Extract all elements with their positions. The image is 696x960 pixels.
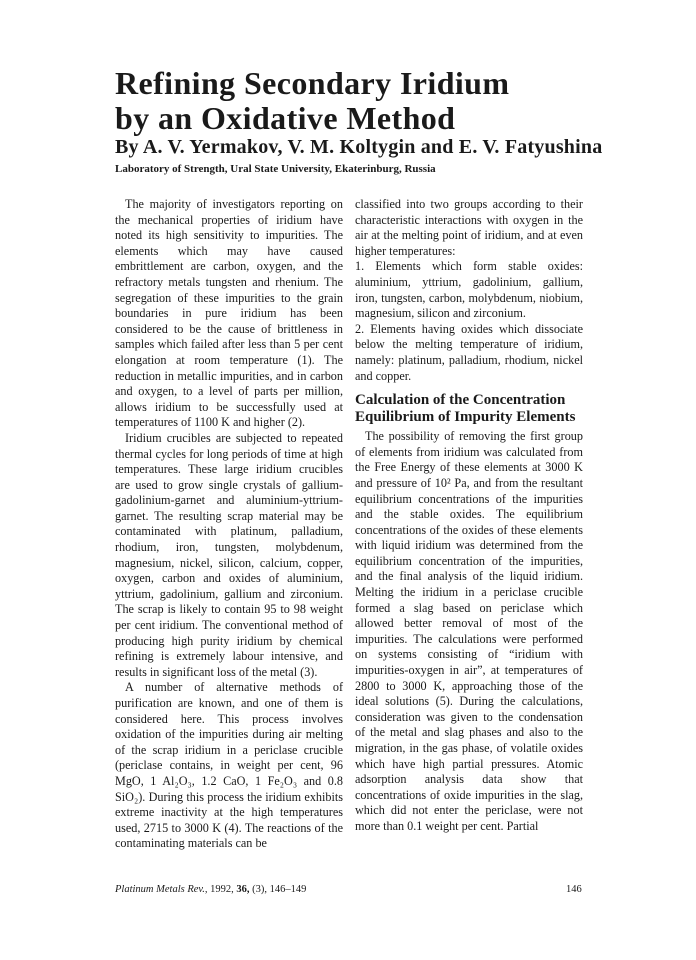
affiliation: Laboratory of Strength, Ural State University, Ekaterinburg, Russia xyxy=(115,163,436,175)
journal-issue-pages: (3), 146–149 xyxy=(249,884,307,895)
paragraph-purification: A number of alternative methods of purification are known, and one of them is considered here. This process involves oxidation of the impurities during air melting of the scrap iridium in a periclase crucible (periclase contains, in weight per cent, 96 MgO, 1 Al₂O₃, 1.2 CaO, 1 Fe₂O₃ and 0.8 SiO₂). During this process the iridium exhibits extreme inactivity at the high temperatures used, 2715 to 3000 K (4). The reactions of the contaminating materials can be xyxy=(115,680,343,851)
authors: By A. V. Yermakov, V. M. Koltygin and E. V. Fatyushina xyxy=(115,136,603,158)
list-item-group-2: 2. Elements having oxides which dissociate below the melting temperature of iridium, namely: platinum, palladium, rhodium, nickel and copper. xyxy=(355,321,583,383)
list-item-group-1: 1. Elements which form stable oxides: aluminium, yttrium, gadolinium, gallium, iron, tungsten, carbon, molybdenum, niobium, magnesium, silicon and zirconium. xyxy=(355,259,583,321)
footer-citation xyxy=(115,884,306,895)
paragraph-classification: classified into two groups according to their characteristic interactions with oxygen in the air at the melting point of iridium, and at even higher temperatures: xyxy=(355,197,583,258)
title-line-2: by an Oxidative Method xyxy=(115,100,456,136)
right-column xyxy=(355,197,583,835)
paragraph-calculation: The possibility of removing the first group of elements from iridium was calculated from the Free Energy of these elements at 3000 K and pressure of 10² Pa, and from the resultant equilibrium concentrations of the impurities and the stable oxides. The equilibrium concentrations of the oxides of these elements with liquid iridium was determined from the equilibrium concentration of the impurities, and the final analysis of the liquid iridium. Melting the iridium in a periclase crucible formed a slag based on periclase which allowed better removal of most of the impurities. The calculations were performed on systems consisting of “iridium with impurities-oxygen in air”, at temperatures of 2800 to 3000 K, approaching those of the ideal solutions (5). During the calculations, consideration was given to the condensation of the metal and slag phases and also to the migration, in the gas phase, of volatile oxides which have high partial pressures. Atomic adsorption analysis data show that concentrations of oxide impurities in the slag, which did not enter the periclase, were not more than 0.1 weight per cent. Partial xyxy=(355,429,583,833)
article-title xyxy=(115,66,509,136)
paragraph-intro: The majority of investigators reporting on the mechanical properties of iridium have noted its high sensitivity to impurities. The elements which may have caused embrittlement are carbon, oxygen, and the refractory metals tungsten and rhenium. The segregation of these impurities to the grain boundaries in pure iridium has been considered to be the cause of brittleness in samples which failed after less than 5 per cent elongation at room temperature (1). The reduction in metallic impurities, and in carbon and oxygen, to a level of parts per million, allows iridium to be successfully used at temperatures of 1100 K and higher (2). xyxy=(115,197,343,430)
journal-year: 1992, xyxy=(207,884,237,895)
journal-name: Platinum Metals Rev., xyxy=(115,884,208,895)
title-line-1: Refining Secondary Iridium xyxy=(115,65,510,101)
section-heading: Calculation of the Concentration Equilibrium of Impurity Elements xyxy=(355,392,576,426)
left-column xyxy=(115,197,343,852)
journal-volume: 36, xyxy=(236,884,250,895)
paragraph-crucibles: Iridium crucibles are subjected to repeated thermal cycles for long periods of time at high temperatures. These large iridium crucibles are used to grow single crystals of gallium-gadolinium-garnet and aluminium-yttrium-garnet. The resulting scrap material may be contaminated with platinum, palladium, rhodium, iron, tungsten, molybdenum, magnesium, nickel, silicon, calcium, copper, oxygen, carbon and oxides of aluminium, yttrium, gadolinium, gallium and zirconium. The scrap is likely to contain 95 to 98 weight per cent iridium. The conventional method of producing high purity iridium by chemical refining is extremely labour intensive, and results in significant loss of the metal (3). xyxy=(115,430,343,679)
page-number: 146 xyxy=(566,884,582,895)
